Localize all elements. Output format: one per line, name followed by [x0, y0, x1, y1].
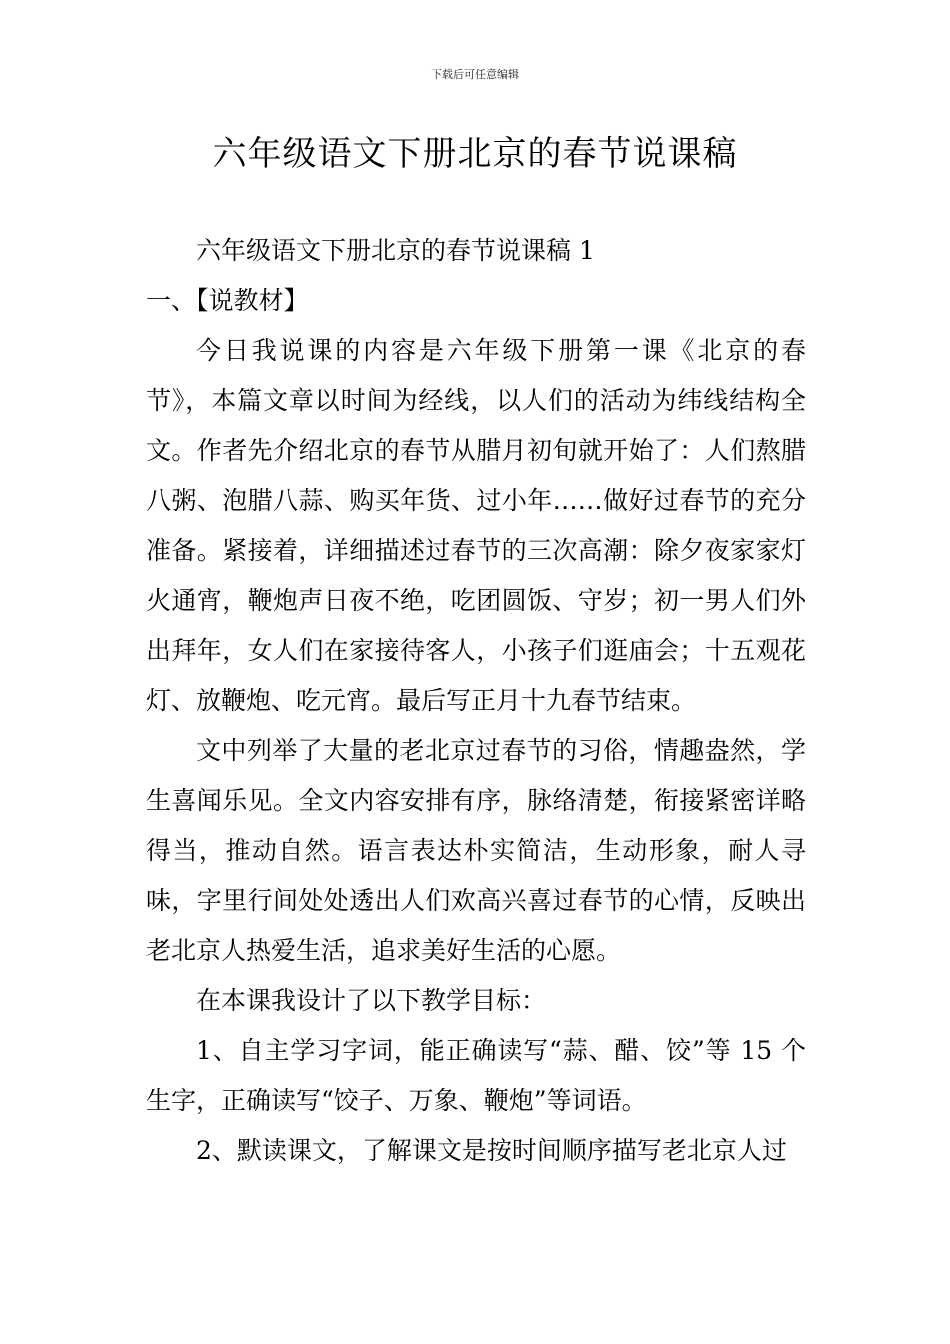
paragraph-content-analysis: 文中列举了大量的老北京过春节的习俗，情趣盎然，学生喜闻乐见。全文内容安排有序，脉络清楚，衔接紧密详略得当，推动自然。语言表达朴实简洁，生动形象，耐人寻味，字里行间处处透出人们欢高兴喜过春节的心情，反映出老北京人热爱生活，追求美好生活的心愿。 — [146, 736, 806, 965]
paragraph-goal-2: 2、默读课文，了解课文是按时间顺序描写老北京人过 — [196, 1136, 787, 1165]
intro-heading: 六年级语文下册北京的春节说课稿 1 — [196, 236, 595, 265]
paragraph-goal-1: 1、自主学习字词，能正确读写“蒜、醋、饺”等 15 个生字，正确读写“饺子、万象、鞭炮”等词语。 — [146, 1036, 806, 1115]
intro-paragraph — [146, 226, 806, 326]
paragraph-goals-intro: 在本课我设计了以下教学目标： — [196, 986, 547, 1015]
document-body — [146, 226, 806, 1176]
paragraph-content-overview: 今日我说课的内容是六年级下册第一课《北京的春节》，本篇文章以时间为经线，以人们的活动为纬线结构全文。作者先介绍北京的春节从腊月初旬就开始了：人们熬腊八粥、泡腊八蒜、购买年货、过小年……做好过春节的充分准备。紧接着，详细描述过春节的三次高潮：除夕夜家家灯火通宵，鞭炮声日夜不绝，吃团圆饭、守岁；初一男人们外出拜年，女人们在家接待客人，小孩子们逛庙会；十五观花灯、放鞭炮、吃元宵。最后写正月十九春节结束。 — [146, 336, 806, 715]
header-note: 下载后可任意编辑 — [431, 68, 519, 81]
section-heading: 一、【说教材】 — [146, 286, 309, 315]
document-title: 六年级语文下册北京的春节说课稿 — [212, 134, 738, 174]
